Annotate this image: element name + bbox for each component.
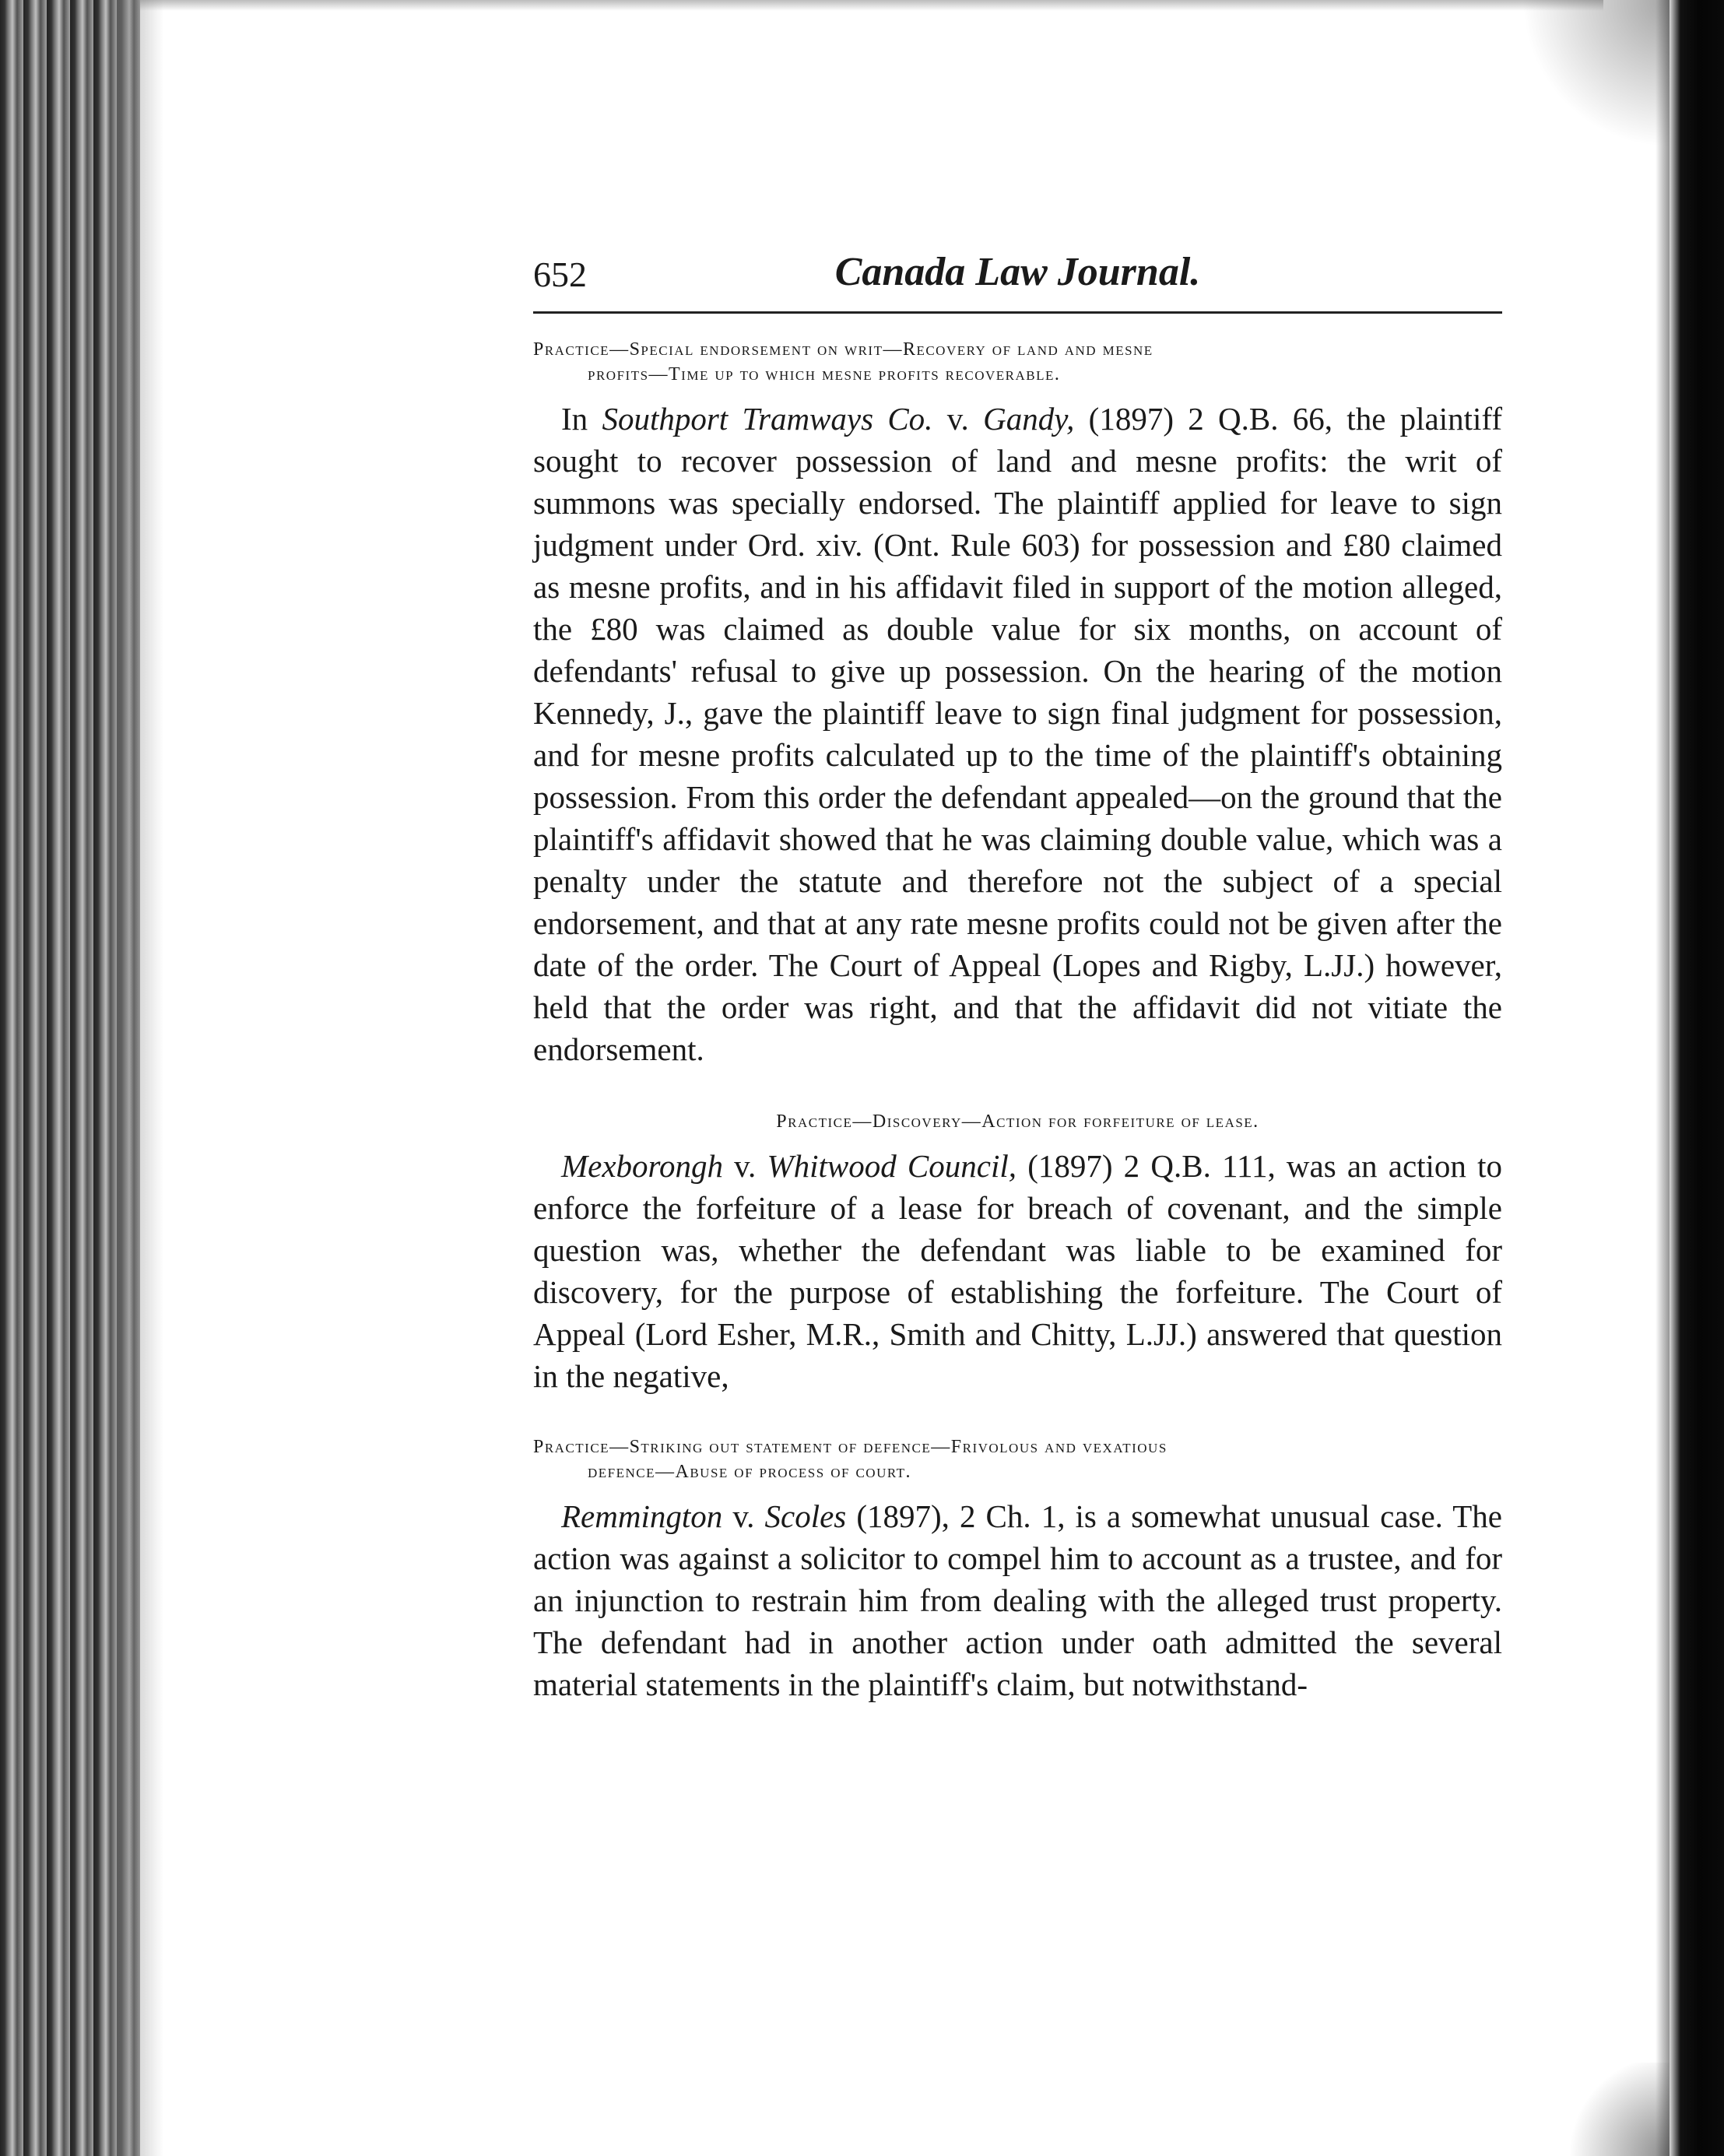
case-name: Whitwood Council,: [767, 1148, 1016, 1184]
scan-right-shadow: [1656, 0, 1670, 2156]
heading-line: Practice—Special endorsement on writ—Recovery of land and mesne: [533, 339, 1153, 360]
case-intro: In: [561, 401, 588, 437]
case-name: Scoles: [764, 1498, 847, 1534]
case-paragraph: [533, 1145, 1502, 1397]
running-head: [533, 249, 1502, 314]
section-heading: [533, 1434, 1502, 1484]
scan-right-edge: [1670, 0, 1724, 2156]
scan-top-edge: [140, 0, 1603, 11]
case-body: (1897) 2 Q.B. 111, was an action to enforce the forfeiture of a lease for breach of covenant, and the simple question was, whether the defendant was liable to be examined for discovery, for the purpose of establishing the forfeiture. The Court of Appeal (Lord Esher, M.R., Smith and Chitty, L.JJ.) answered that question in the negative,: [533, 1148, 1502, 1394]
heading-line: Practice—Striking out statement of defence—Frivolous and vexatious: [533, 1437, 1167, 1457]
case-name: Southport Tramways Co.: [602, 401, 933, 437]
journal-page: [533, 249, 1502, 1705]
scan-corner-shadow: [1561, 2063, 1670, 2156]
heading-line: profits—Time up to which mesne profits recoverable.: [588, 364, 1061, 384]
case-versus: v.: [946, 401, 969, 437]
case-versus: v.: [732, 1498, 755, 1534]
case-name: Gandy,: [983, 401, 1075, 437]
case-body: (1897) 2 Q.B. 66, the plaintiff sought to recover possession of land and mesne profits: the writ of summons was specially endorsed. The plaintiff applied for leave to sign judgment under Ord. xiv. (Ont. Rule 603) for possession and £80 claimed as mesne profits, and in his affidavit filed in support of the motion alleged, the £80 was claimed as double value for six months, on account of defendants' refusal to give up possession. On the hearing of the motion Kennedy, J., gave the plaintiff leave to sign final judgment for possession, and for mesne profits calculated up to the time of the plaintiff's obtaining possession. From this order the defendant appealed—on the ground that the plaintiff's affidavit showed that he was claiming double value, which was a penalty under the statute and therefore not the subject of a special endorsement, and that at any rate mesne profits could not be given after the date of the order. The Court of Appeal (Lopes and Rigby, L.JJ.) however, held that the order was right, and that the affidavit did not vitiate the endorsement.: [533, 401, 1502, 1067]
case-name: Remmington: [561, 1498, 723, 1534]
section-heading: [533, 337, 1502, 387]
case-versus: v.: [734, 1148, 757, 1184]
case-name: Mexborongh: [561, 1148, 723, 1184]
heading-line: defence—Abuse of process of court.: [588, 1462, 912, 1482]
page-number: 652: [533, 255, 587, 294]
case-paragraph: [533, 398, 1502, 1070]
journal-title: Canada Law Journal.: [834, 250, 1201, 294]
scan-corner-shadow: [1522, 0, 1670, 148]
scan-left-edge: [0, 0, 140, 2156]
section-heading: [533, 1109, 1502, 1134]
case-paragraph: [533, 1495, 1502, 1705]
case-body: (1897), 2 Ch. 1, is a somewhat unusual case. The action was against a solicitor to compel him to account as a trustee, and for an injunction to restrain him from dealing with the alleged trust property. The defendant had in another action under oath admitted the several material statements in the plaintiff's claim, but notwithstand-: [533, 1498, 1503, 1702]
heading-line: Practice—Discovery—Action for forfeiture of lease.: [776, 1111, 1259, 1132]
